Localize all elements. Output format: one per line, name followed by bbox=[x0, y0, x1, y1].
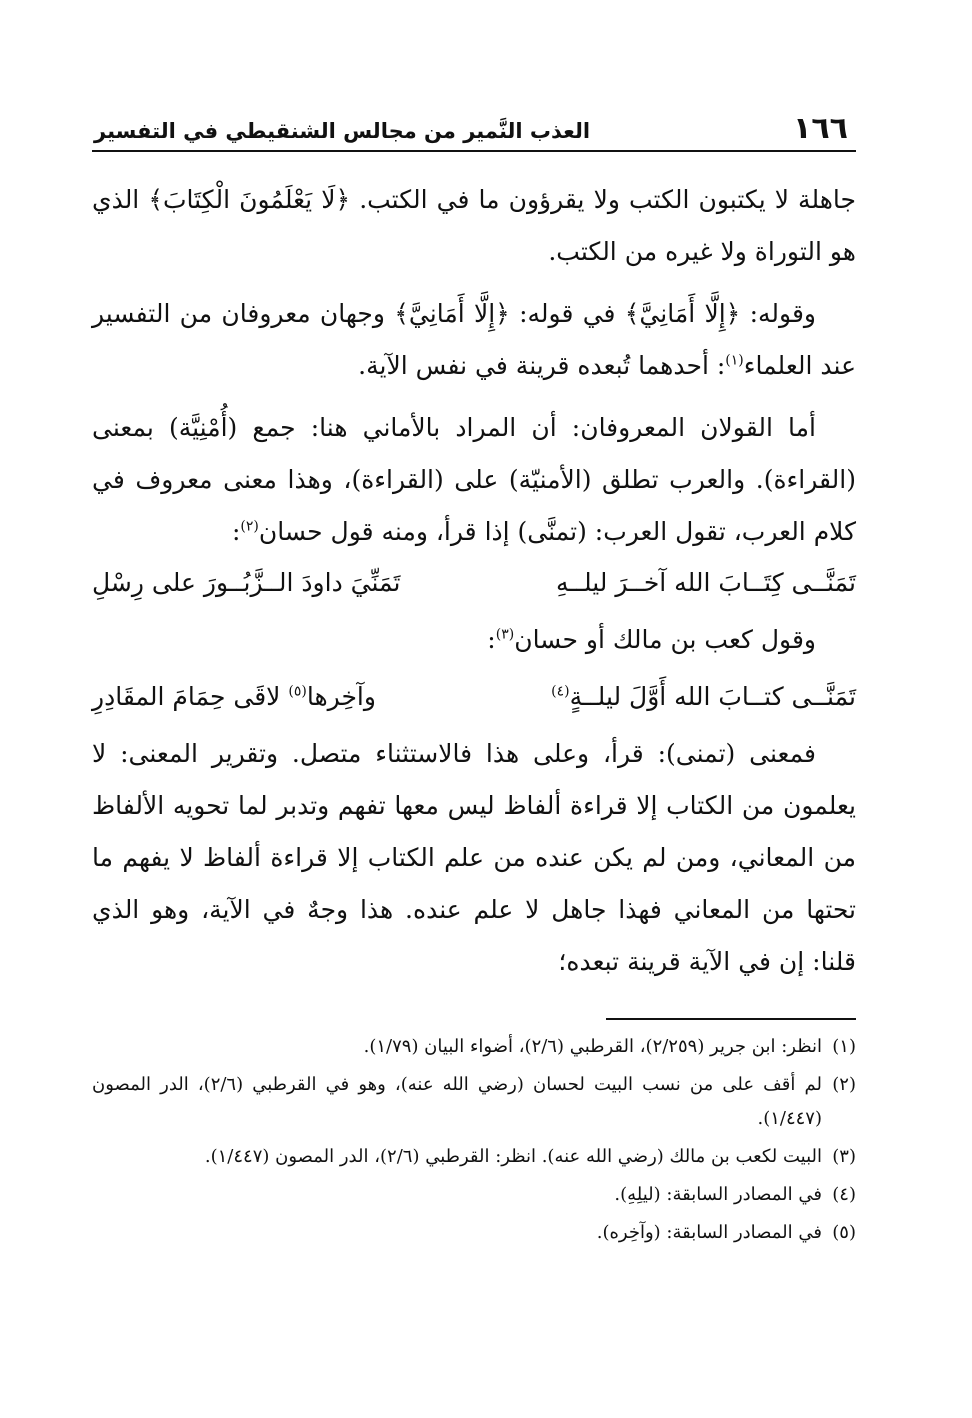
paragraph-3-text-a: أما القولان المعروفان: أن المراد بالأماني هنا: جمع (أُمْنِيَّة) بمعنى (القراءة). والعرب تطلق (الأمنيّة) على (القراءة)، وهذا معنى معروف في كلام العرب، تقول العرب: (تمنَّى) إذا قرأ، ومنه قول حسان bbox=[92, 413, 856, 546]
footnote-number: (١) bbox=[832, 1036, 856, 1057]
verse-2-first-hemistich bbox=[551, 672, 856, 722]
footnote-text: لم أقف على من نسب البيت لحسان (رضي الله عنه)، وهو في القرطبي (٢/٦)، الدر المصون (١/٤٤٧). bbox=[92, 1074, 822, 1129]
footnote-number: (٥) bbox=[832, 1222, 856, 1243]
footnote-text: انظر: ابن جرير (٢/٢٥٩)، القرطبي (٢/٦)، أضواء البيان (١/٧٩). bbox=[363, 1036, 822, 1057]
paragraph-3-text-b: : bbox=[231, 517, 241, 546]
footnote-5 bbox=[92, 1216, 856, 1250]
footnote-3 bbox=[92, 1140, 856, 1174]
verse-2-intro-colon: : bbox=[487, 625, 496, 654]
footnote-2 bbox=[92, 1068, 856, 1136]
footnote-4 bbox=[92, 1178, 856, 1212]
book-page bbox=[92, 96, 856, 1386]
footnotes bbox=[92, 1030, 856, 1250]
footnote-number: (٣) bbox=[832, 1146, 856, 1167]
footnote-ref-3: (٣) bbox=[495, 626, 515, 643]
footnote-ref-2: (٢) bbox=[240, 518, 259, 535]
footnote-divider bbox=[606, 1018, 856, 1020]
footnote-number: (٢) bbox=[832, 1074, 856, 1095]
main-text bbox=[92, 174, 856, 988]
paragraph-2-text-b: : أحدهما تُبعده قرينة في نفس الآية. bbox=[358, 351, 726, 380]
paragraph-4: فمعنى (تمنى): قرأ، وعلى هذا فالاستثناء متصل. وتقرير المعنى: لا يعلمون من الكتاب إلا قراءة ألفاظ ليس معها تفهم وتدبر لما تحويه الألفاظ من المعاني، ومن لم يكن عنده من علم الكتاب إلا قراءة ألفاظ لا يفهم ما تحتها من المعاني فهذا جاهل لا علم عنده. هذا وجهٌ في الآية، وهو الذي قلنا: إن في الآية قرينة تبعده؛ bbox=[92, 739, 856, 976]
book-title: العذب النَّمير من مجالس الشنقيطي في التفسير bbox=[94, 119, 591, 143]
paragraph-3 bbox=[92, 402, 856, 558]
footnote-text: في المصادر السابقة: (وآخِره). bbox=[596, 1222, 822, 1243]
verse-2-second-hemistich bbox=[92, 672, 376, 722]
poetry-verse-1 bbox=[92, 558, 856, 608]
footnote-1 bbox=[92, 1030, 856, 1064]
paragraph-2-text-a: وقوله: ﴿إِلَّا أَمَانِيَّ﴾ في قوله: ﴿إِلَّا أَمَانِيَّ﴾ وجهان معروفان من التفسير عند العلماء bbox=[92, 299, 856, 380]
verse-1-second-hemistich: تَمَنِّيَ داودَ الــزَّبُــورَ على رِسْلِ bbox=[92, 568, 401, 597]
footnote-text: البيت لكعب بن مالك (رضي الله عنه). انظر: القرطبي (٢/٦)، الدر المصون (١/٤٤٧). bbox=[204, 1146, 822, 1167]
paragraph-2 bbox=[92, 288, 856, 392]
footnote-ref-1: (١) bbox=[725, 352, 744, 369]
poetry-verse-2 bbox=[92, 672, 856, 722]
footnote-ref-5: (٥) bbox=[288, 683, 307, 700]
running-header bbox=[92, 96, 856, 152]
verse-2-second-text-b: لاقَى حِمَامَ المقَادِرِ bbox=[92, 682, 281, 711]
verse-2-intro bbox=[92, 614, 856, 666]
footnote-text: في المصادر السابقة: (ليلِهِ). bbox=[614, 1184, 822, 1205]
footnote-ref-4: (٤) bbox=[551, 683, 570, 700]
page-number: ١٦٦ bbox=[793, 111, 848, 146]
footnote-number: (٤) bbox=[832, 1184, 856, 1205]
verse-2-intro-text: وقول كعب بن مالك أو حسان bbox=[514, 625, 816, 654]
verse-1-first-hemistich: تَمَنَّــى كِتَــابَ الله آخــرَ ليلــهِ bbox=[555, 568, 856, 597]
verse-2-second-text-a: وآخِرها bbox=[306, 682, 376, 711]
verse-2-first-text: تَمَنَّــى كتــابَ الله أَوَّلَ ليلــةٍ bbox=[569, 682, 856, 711]
paragraph-1: جاهلة لا يكتبون الكتب ولا يقرؤون ما في الكتب. ﴿لَا يَعْلَمُونَ الْكِتَابَ﴾ الذي هو التوراة ولا غيره من الكتب. bbox=[92, 185, 856, 266]
